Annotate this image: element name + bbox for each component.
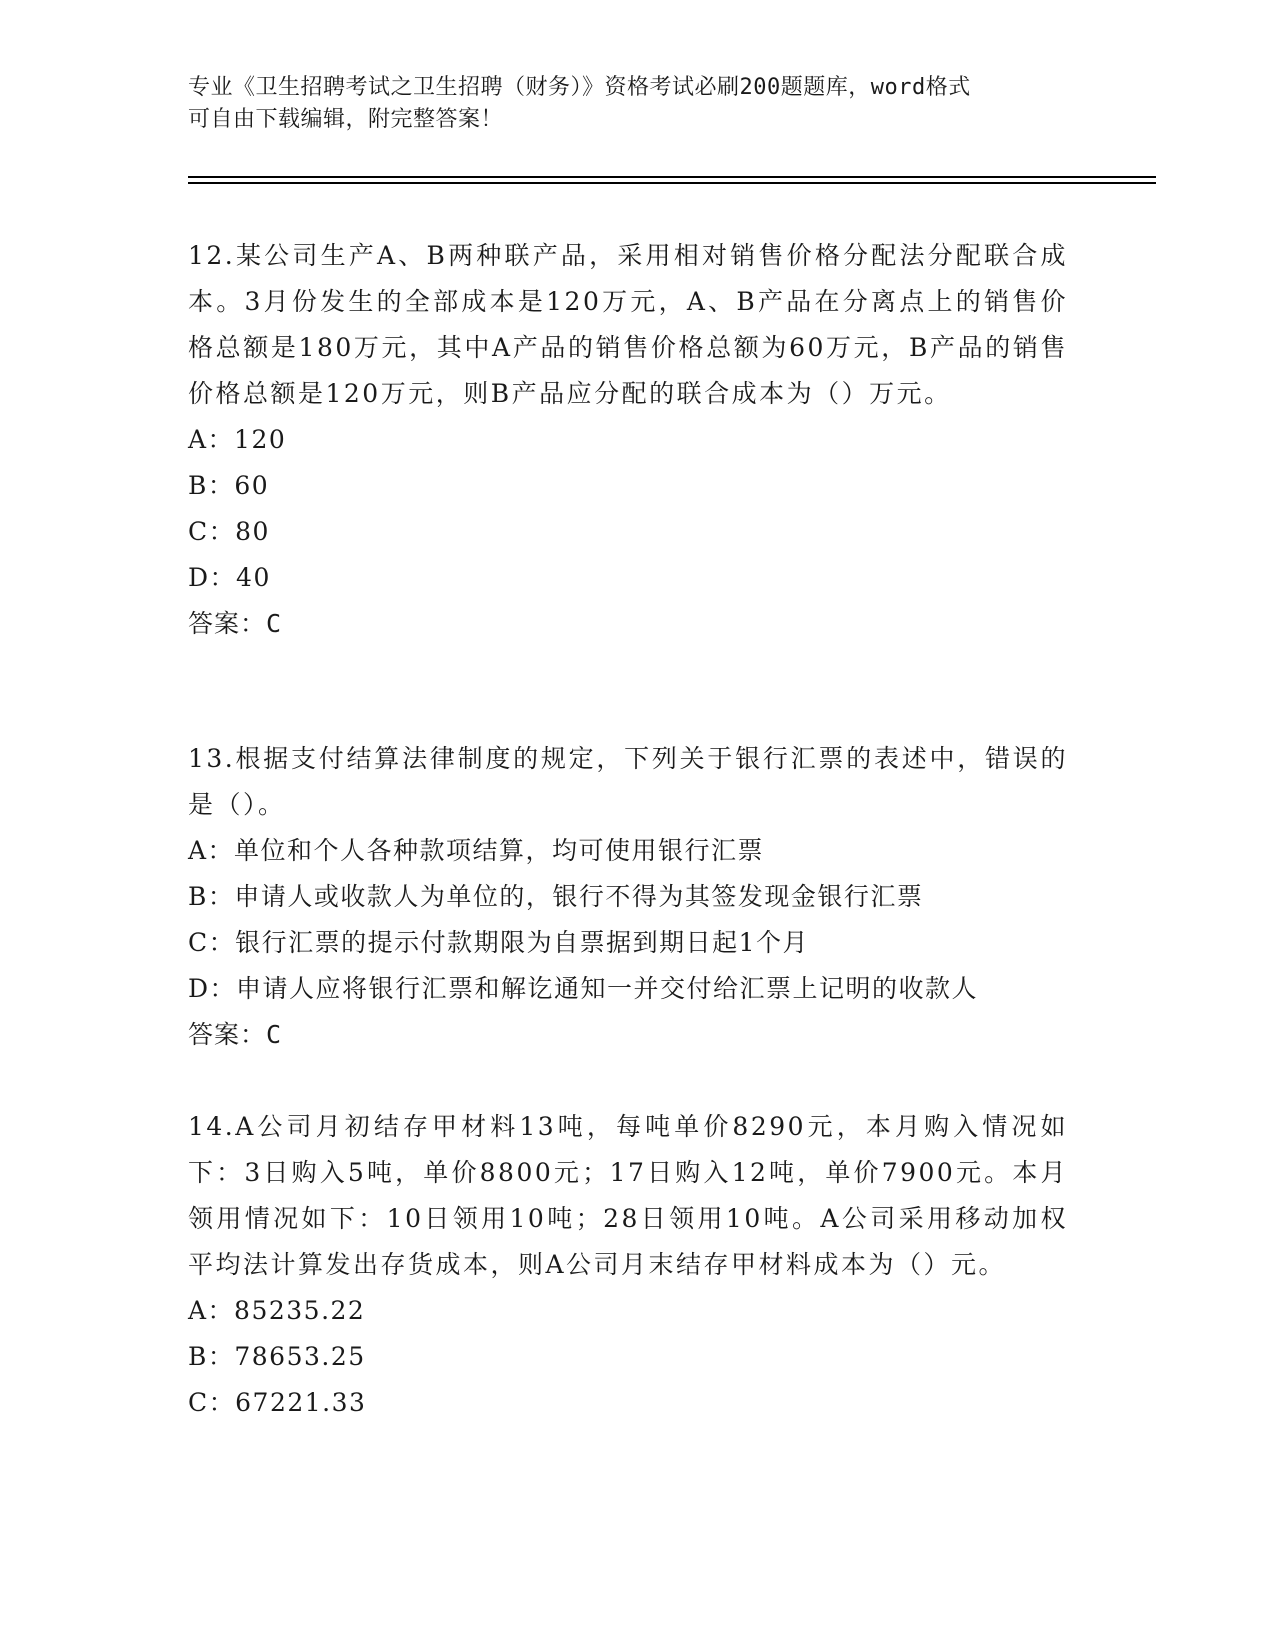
document-header [188,72,1068,136]
option-a: A：85235.22 [188,1296,366,1325]
option-b: B：申请人或收款人为单位的，银行不得为其签发现金银行汇票 [188,882,924,911]
option-c: C：80 [188,517,270,546]
option-b: B：78653.25 [188,1342,366,1371]
question-stem: 14.A公司月初结存甲材料13吨，每吨单价8290元，本月购入情况如下：3日购入5吨，单价8800元；17日购入12吨，单价7900元。本月领用情况如下：10日领用10吨；28日领用10吨。A公司采用移动加权平均法计算发出存货成本，则A公司月末结存甲材料成本为（）元。 [188,1112,1068,1279]
option-c: C：67221.33 [188,1388,367,1417]
question-stem: 13.根据支付结算法律制度的规定，下列关于银行汇票的表述中，错误的是（）。 [188,744,1068,819]
answer-line: 答案：C [188,1020,283,1049]
question-13 [188,736,1068,1058]
option-a: A：120 [188,425,287,454]
header-title-line1: 专业《卫生招聘考试之卫生招聘（财务）》资格考试必刷200题题库，word格式 [188,75,971,100]
question-14 [188,1104,1068,1426]
option-d: D：申请人应将银行汇票和解讫通知一并交付给汇票上记明的收款人 [188,974,979,1003]
answer-line: 答案：C [188,609,283,638]
option-d: D：40 [188,563,271,592]
header-divider-top [188,176,1156,178]
question-stem: 12.某公司生产A、B两种联产品，采用相对销售价格分配法分配联合成本。3月份发生的全部成本是120万元，A、B产品在分离点上的销售价格总额是180万元，其中A产品的销售价格总额为60万元，B产品的销售价格总额是120万元，则B产品应分配的联合成本为（）万元。 [188,241,1068,408]
option-a: A：单位和个人各种款项结算，均可使用银行汇票 [188,836,765,865]
question-12 [188,233,1068,647]
option-b: B：60 [188,471,270,500]
header-divider-bottom [188,182,1156,184]
header-title-line2: 可自由下载编辑，附完整答案！ [188,107,504,132]
option-c: C：银行汇票的提示付款期限为自票据到期日起1个月 [188,928,810,957]
